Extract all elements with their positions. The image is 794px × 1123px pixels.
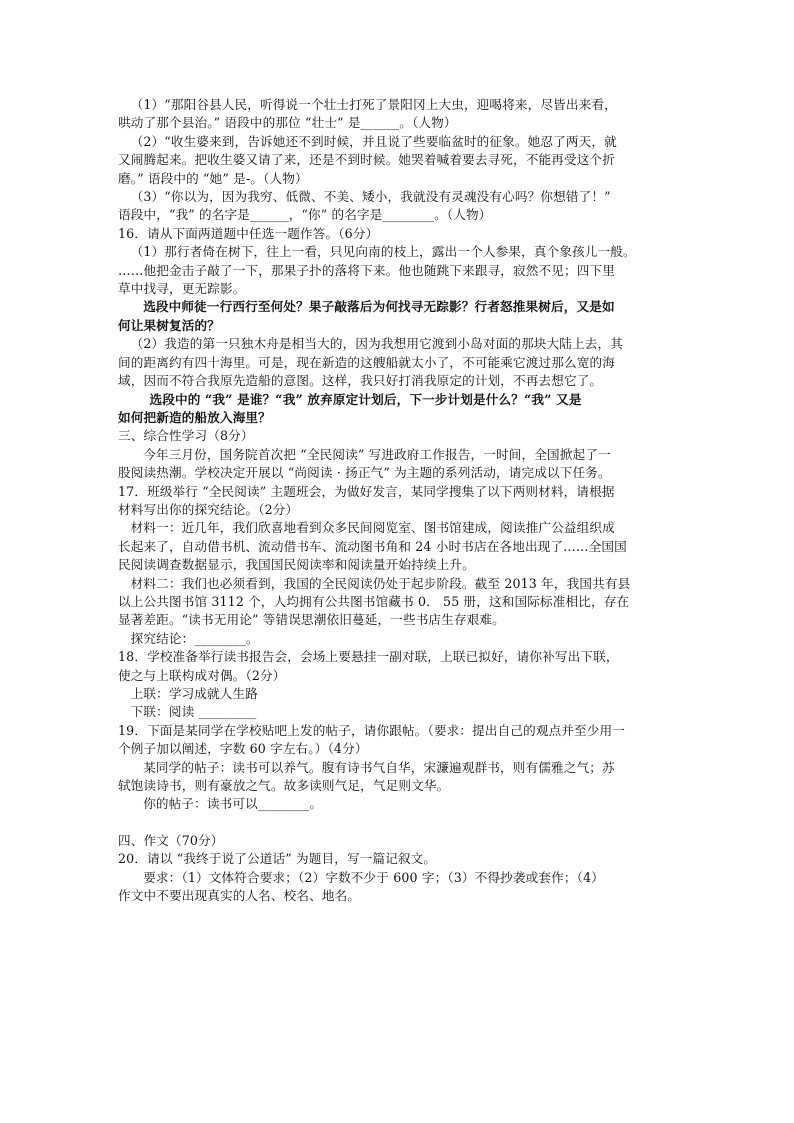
- q17-conclusion: 探究结论：________。: [130, 630, 259, 646]
- q15-item1-line2: 哄动了那个县治。” 语段中的那位 “壮士” 是______。（人物）: [118, 115, 457, 131]
- q15-item1-line1: （1）“那阳谷县人民，听得说一个壮士打死了景阳冈上大虫，迎喝将来，尽皆出来看，: [130, 97, 617, 112]
- q16-a-line2: ……他把金击子敲了一下，那果子扑的落将下来。他也随跳下来跟寻，寂然不见；四下里: [118, 262, 616, 278]
- q16-a-question-line1: 选段中师徒一行西行至何处？果子敲落后为何找寻无踪影？行者怒推果树后，又是如: [143, 299, 615, 315]
- q16-b-question-line2: 如何把新造的船放入海里？: [118, 409, 271, 425]
- post-line2: 轼饱读诗书，则有豪放之气。故多读则气足，气足则文华。: [118, 778, 450, 794]
- q19-line2: 个例子加以阐述，字数 60 字左右。）（4分）: [118, 741, 368, 757]
- q16-b-line2: 间的距离约有四十海里。可是，现在新造的这艘船就太小了，不可能乘它渡过那么宽的海: [118, 354, 616, 370]
- q18-line1: 18．学校准备举行读书报告会，会场上要悬挂一副对联，上联已拟好，请你补写出下联，: [118, 649, 619, 665]
- q16-b-line1: （2）我造的第一只独木舟是相当大的，因为我想用它渡到小岛对面的那块大陆上去，其: [130, 336, 624, 352]
- q20-prompt: 20．请以 “我终于说了公道话” 为题目，写一篇记叙文。: [118, 851, 437, 867]
- q16-a-question-line2: 何让果树复活的？: [118, 317, 220, 333]
- material2-line2: 以上公共图书馆 3112 个，人均拥有公共图书馆藏书 0． 55 册，这和国际标准相比，存在: [118, 593, 630, 609]
- q16-a-line3: 草中找寻，更无踪影。: [118, 281, 246, 297]
- material1-line3: 民阅读调查数据显示，我国国民阅读率和阅读量开始持续上升。: [118, 557, 475, 573]
- q15-item2-line1: （2）“收生婆来到，告诉她还不到时候，并且说了些要临盆时的征象。她忍了两天，就: [130, 133, 617, 149]
- spacer: [118, 814, 678, 832]
- material2-line3: 显著差距。“读书无用论” 等错误思潮依旧蔓延，一些书店生存艰难。: [118, 612, 505, 628]
- q15-item2-line2: 又闹腾起来。把收生婆又请了来，还是不到时候。她哭着喊着要去寻死，不能再受这个折: [118, 152, 616, 168]
- material1-line1: 材料一：近几年，我们欣喜地看到众多民间阅览室、图书馆建成，阅读推广公益组织成: [130, 520, 615, 536]
- q16-b-line3: 域，因而不符合我原先造船的意图。这样，我只好打消我原定的计划，不再去想它了。: [118, 373, 603, 389]
- section4-title: 四、作文（70分）: [118, 832, 224, 848]
- q17-line1: 17．班级举行 “全民阅读” 主题班会，为做好发言，某同学搜集了以下两则材料，请根据: [118, 483, 615, 499]
- q18-line2: 使之与上联构成对偶。（2分）: [118, 667, 286, 683]
- couplet-upper: 上联：学习成就人生路: [130, 686, 259, 701]
- q15-item3-line2: 语段中，“我” 的名字是______，“你” 的名字是________。（人物）: [118, 207, 492, 223]
- post-line1: 某同学的帖子：读书可以养气。腹有诗书气自华，宋濂遍观群书，则有儒雅之气；苏: [143, 759, 615, 775]
- section3-intro-line1: 今年三月份，国务院首次把 “全民阅读” 写进政府工作报告，一时间，全国掀起了一: [143, 446, 611, 462]
- q16-a-line1: （1）那行者倚在树下，往上一看，只见向南的枝上，露出一个人参果，真个象孩儿一般。: [130, 244, 636, 260]
- reply-line: 你的帖子：读书可以________。: [143, 796, 323, 812]
- q15-item2-line3: 磨。” 语段中的 “她” 是-。（人物）: [118, 170, 308, 186]
- couplet-lower: 下联：阅读 _________: [130, 704, 257, 720]
- q16-title: 16．请从下面两道题中任选一题作答。（6分）: [118, 225, 379, 241]
- q16-b-question-line1: 选段中的 “我” 是谁？“我” 放弃原定计划后，下一步计划是什么？“我” 又是: [149, 391, 582, 407]
- q15-item3-line1: （3）“你以为，因为我穷、低微、不美、矮小，我就没有灵魂没有心吗？你想错了！”: [130, 189, 611, 205]
- section3-title: 三、综合性学习（8分）: [118, 428, 254, 444]
- exam-page: [118, 96, 678, 905]
- q20-requirements-line2: 作文中不要出现真实的人名、校名、地名。: [118, 888, 361, 904]
- q20-requirements-line1: 要求：（1）文体符合要求；（2）字数不少于 600 字；（3）不得抄袭或套作；（4）: [143, 869, 604, 885]
- q17-line2: 材料写出你的探究结论。（2分）: [118, 501, 299, 517]
- material1-line2: 长起来了，自动借书机、流动借书车、流动图书角和 24 小时书店在各地出现了……全国国: [118, 538, 627, 554]
- q19-line1: 19．下面是某同学在学校贴吧上发的帖子，请你跟帖。（要求：提出自己的观点并至少用一: [118, 722, 626, 738]
- material2-line1: 材料二：我们也必须看到，我国的全民阅读仍处于起步阶段。截至 2013 年，我国共有县: [130, 575, 631, 591]
- section3-intro-line2: 股阅读热潮。学校决定开展以 “尚阅读 · 扬正气” 为主题的系列活动，请完成以下任务。: [118, 465, 611, 481]
